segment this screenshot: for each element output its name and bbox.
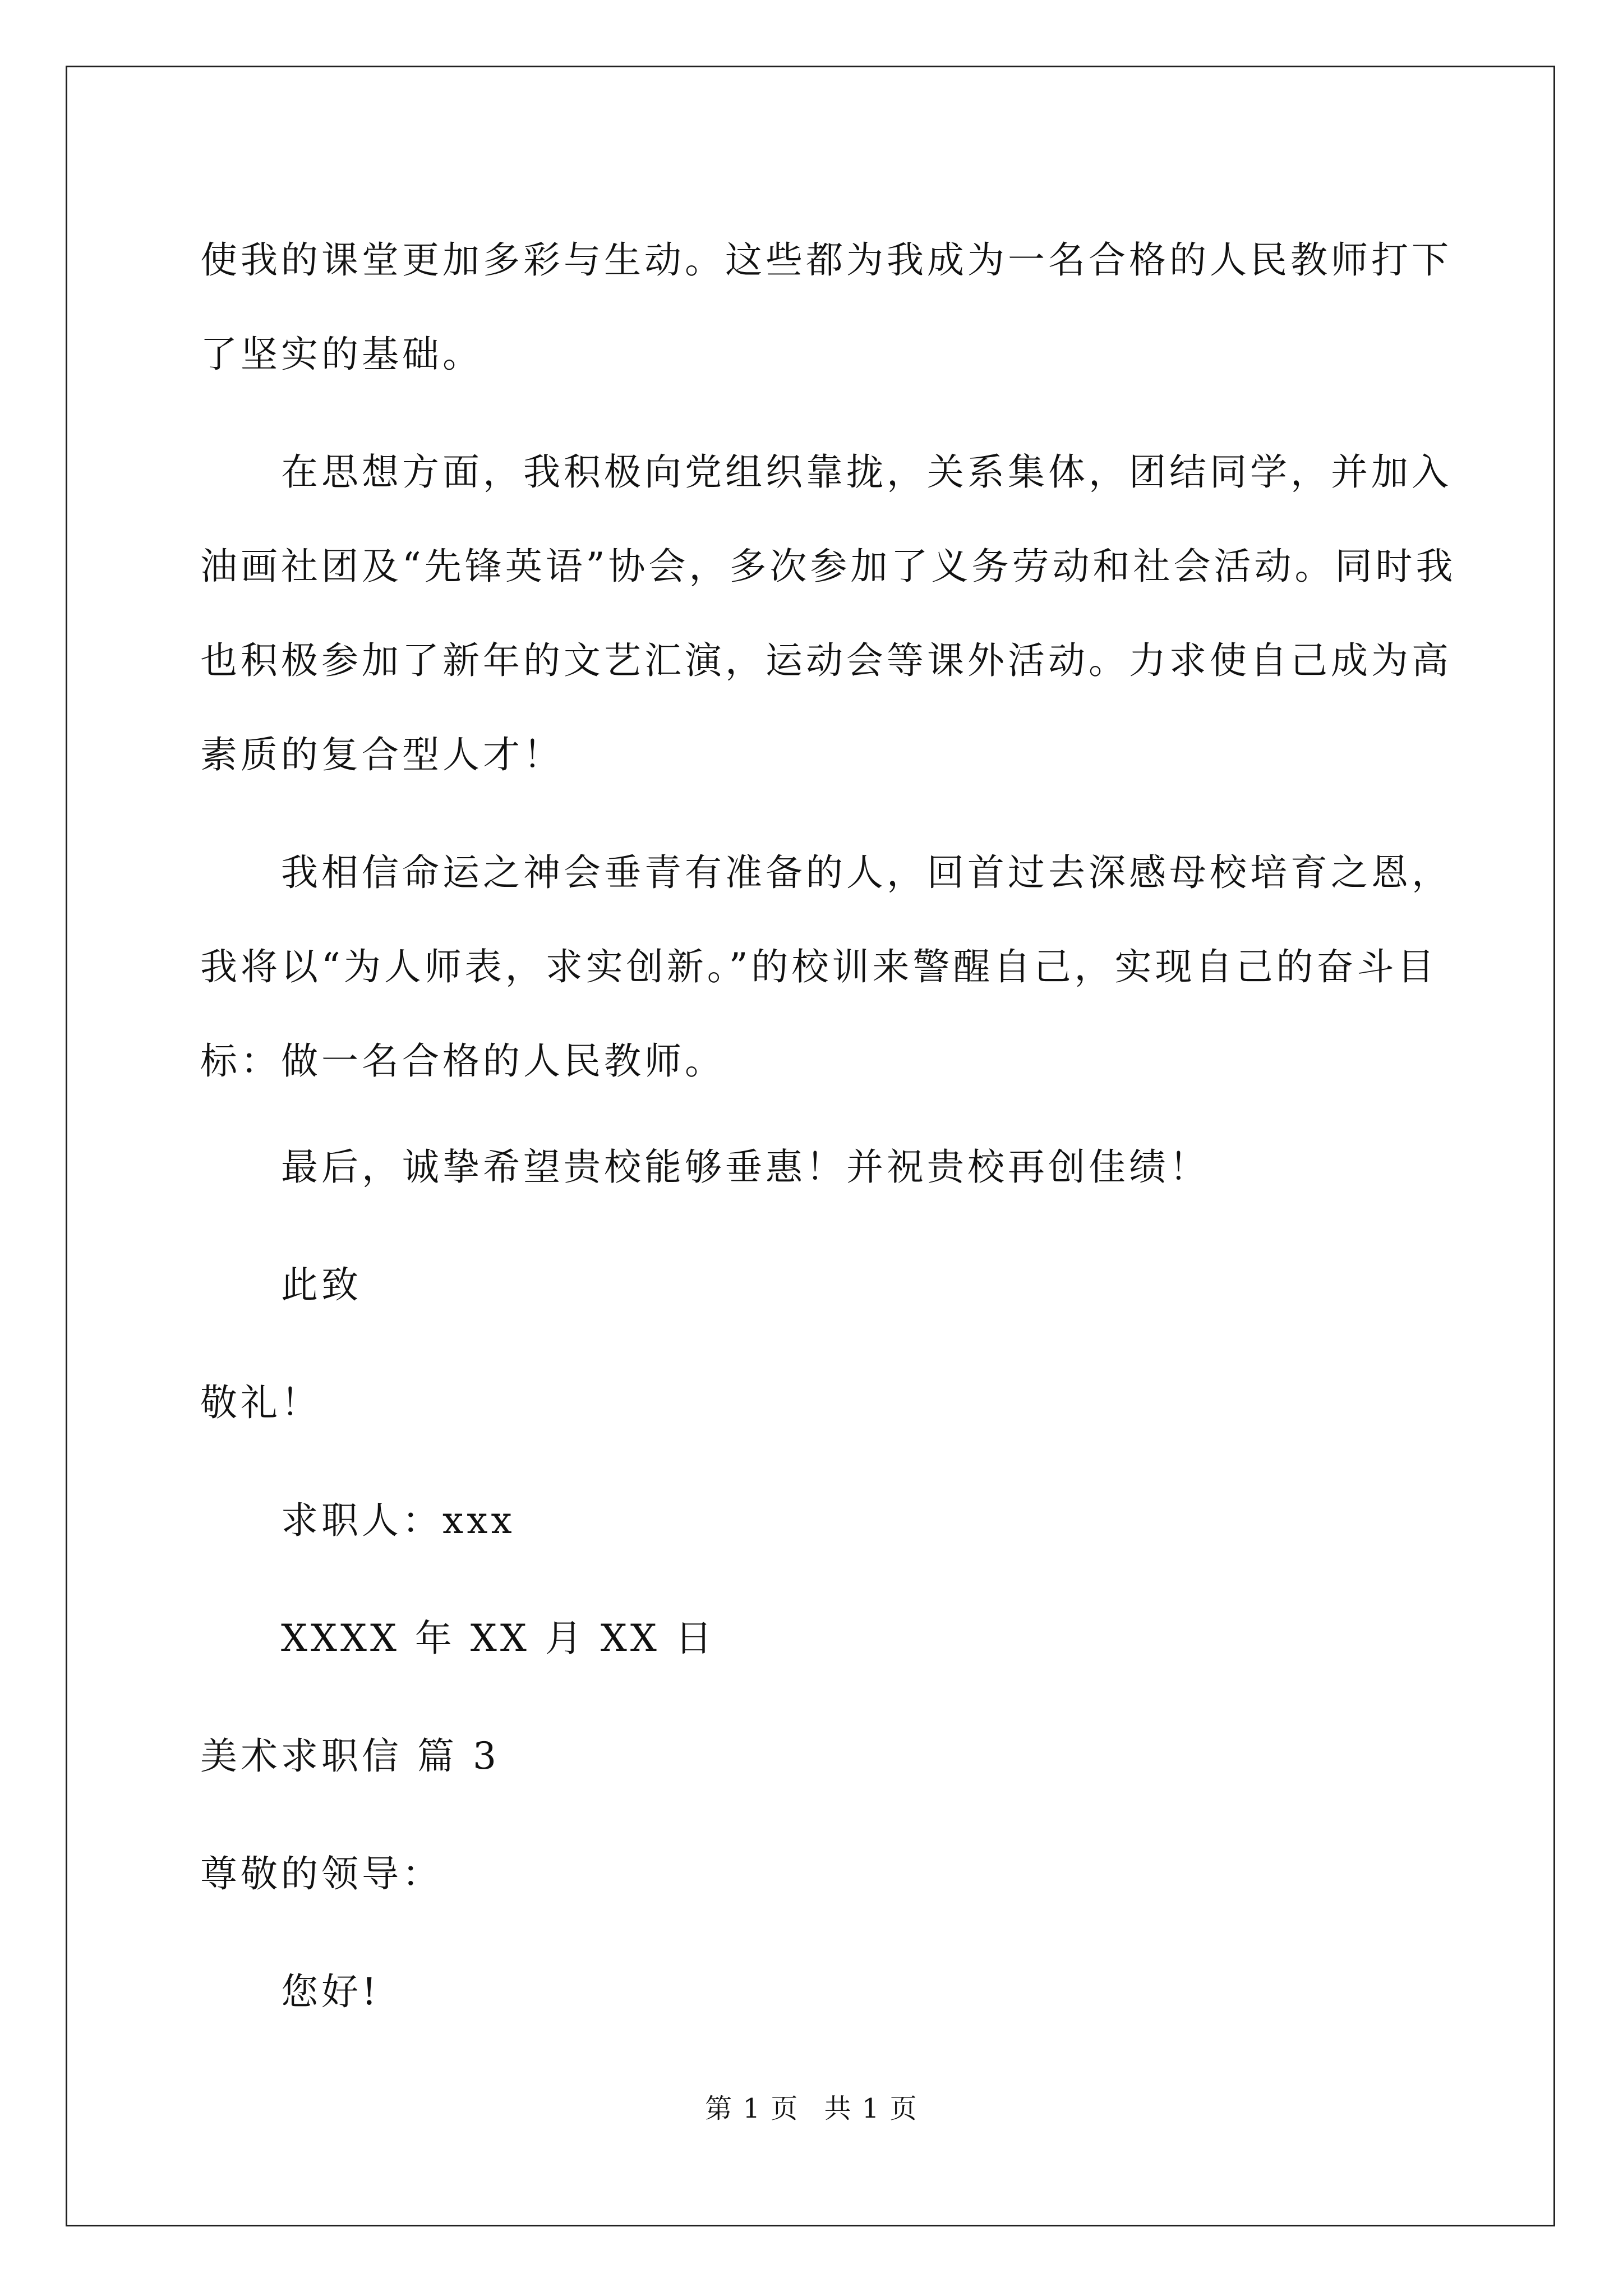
paragraph-2: 在思想方面，我积极向党组织靠拢，关系集体，团结同学，并加入油画社团及“先锋英语”协会，多次参加了义务劳动和社会活动。同时我也积极参加了新年的文艺汇演，运动会等课外活动。力求使自己成为高素质的复合型人才！ <box>200 450 1456 776</box>
letter-date: XXXX 年 XX 月 XX 日 <box>281 1617 716 1660</box>
salutation-cizhi: 此致 <box>281 1263 362 1306</box>
page-total: 共 1 页 <box>824 2093 918 2124</box>
salutation-jingli: 敬礼！ <box>200 1381 321 1424</box>
greeting-recipient: 尊敬的领导： <box>200 1852 442 1895</box>
page-number: 第 1 页 <box>705 2093 799 2124</box>
paragraph-3: 我相信命运之神会垂青有准备的人，回首过去深感母校培育之恩，我将以“为人师表，求实创新。”的校训来警醒自己，实现自己的奋斗目标：做一名合格的人民教师。 <box>200 851 1452 1083</box>
paragraph-1: 使我的课堂更加多彩与生动。这些都为我成为一名合格的人民教师打下了坚实的基础。 <box>200 238 1452 376</box>
applicant-name: 求职人：xxx <box>281 1499 515 1542</box>
letter-body <box>200 213 1456 2051</box>
section-heading: 美术求职信 篇 3 <box>200 1734 500 1778</box>
page-footer <box>0 2087 1623 2125</box>
paragraph-closing-wish: 最后，诚挚希望贵校能够垂惠！并祝贵校再创佳绩！ <box>281 1145 1210 1189</box>
greeting-hello: 您好! <box>281 1970 380 2013</box>
